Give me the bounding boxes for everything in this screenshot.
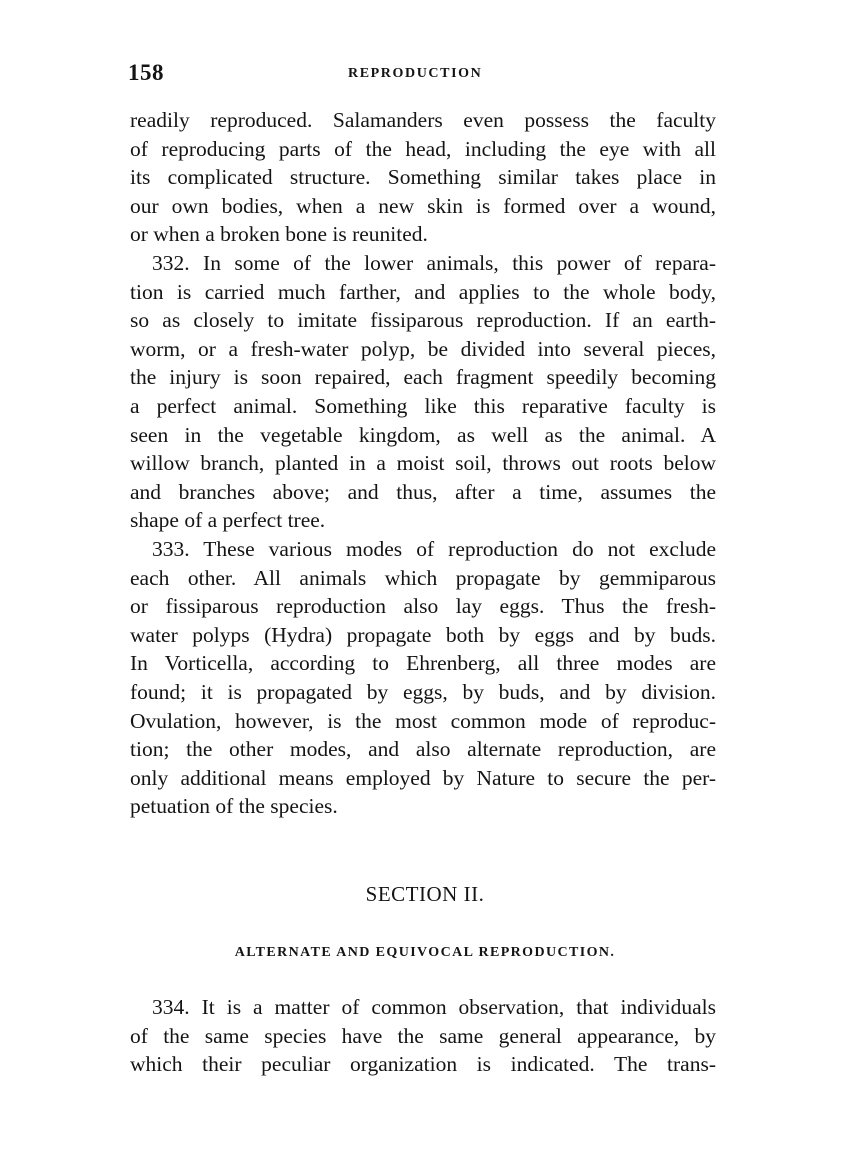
text-line: and branches above; and thus, after a time, assumes the [130, 479, 716, 504]
text-line: our own bodies, when a new skin is formed over a wound, [130, 193, 716, 218]
text-line: shape of a perfect tree. [130, 508, 326, 533]
page-header [128, 60, 718, 90]
section-subtitle: ALTERNATE AND EQUIVOCAL REPRODUCTION. [234, 945, 616, 960]
text-line: or fissiparous reproduction also lay eggs. Thus the fresh- [130, 594, 716, 619]
section-title: SECTION II. [365, 882, 485, 906]
text-line: its complicated structure. Something similar takes place in [130, 165, 716, 190]
text-line: petuation of the species. [130, 794, 338, 819]
text-line: worm, or a fresh-water polyp, be divided into several pieces, [130, 336, 716, 361]
text-line: Ovulation, however, is the most common mode of reproduc- [130, 708, 716, 733]
text-line: found; it is propagated by eggs, by buds, and by division. [130, 680, 716, 704]
paragraph-332-start: 332. In some of the lower animals, this power of repara- [152, 251, 716, 275]
page-number: 158 [128, 60, 164, 85]
text-line: of reproducing parts of the head, including the eye with all [130, 136, 716, 161]
paragraph-334-start: 334. It is a matter of common observation, that individuals [152, 995, 716, 1019]
text-line: which their peculiar organization is indicated. The trans- [130, 1052, 716, 1077]
text-line: willow branch, planted in a moist soil, throws out roots below [130, 451, 716, 476]
paragraph-333-start: 333. These various modes of reproduction do not exclude [152, 537, 716, 561]
running-title: REPRODUCTION [348, 66, 483, 81]
text-line: so as closely to imitate fissiparous reproduction. If an earth- [130, 308, 716, 333]
text-line: only additional means employed by Nature to secure the per- [130, 765, 716, 790]
text-line: In Vorticella, according to Ehrenberg, all three modes are [130, 651, 716, 676]
text-line: readily reproduced. Salamanders even possess the faculty [130, 108, 716, 132]
text-line: each other. All animals which propagate by gemmiparous [130, 565, 716, 590]
text-line: tion is carried much farther, and applies to the whole body, [130, 279, 716, 304]
text-line: a perfect animal. Something like this reparative faculty is [130, 394, 716, 418]
text-line: or when a broken bone is reunited. [130, 222, 428, 247]
text-line: tion; the other modes, and also alternate reproduction, are [130, 737, 716, 762]
text-line: the injury is soon repaired, each fragment speedily becoming [130, 365, 716, 390]
text-line: water polyps (Hydra) propagate both by eggs and by buds. [130, 622, 716, 647]
text-line: of the same species have the same general appearance, by [130, 1023, 716, 1048]
text-line: seen in the vegetable kingdom, as well as the animal. A [130, 422, 716, 447]
